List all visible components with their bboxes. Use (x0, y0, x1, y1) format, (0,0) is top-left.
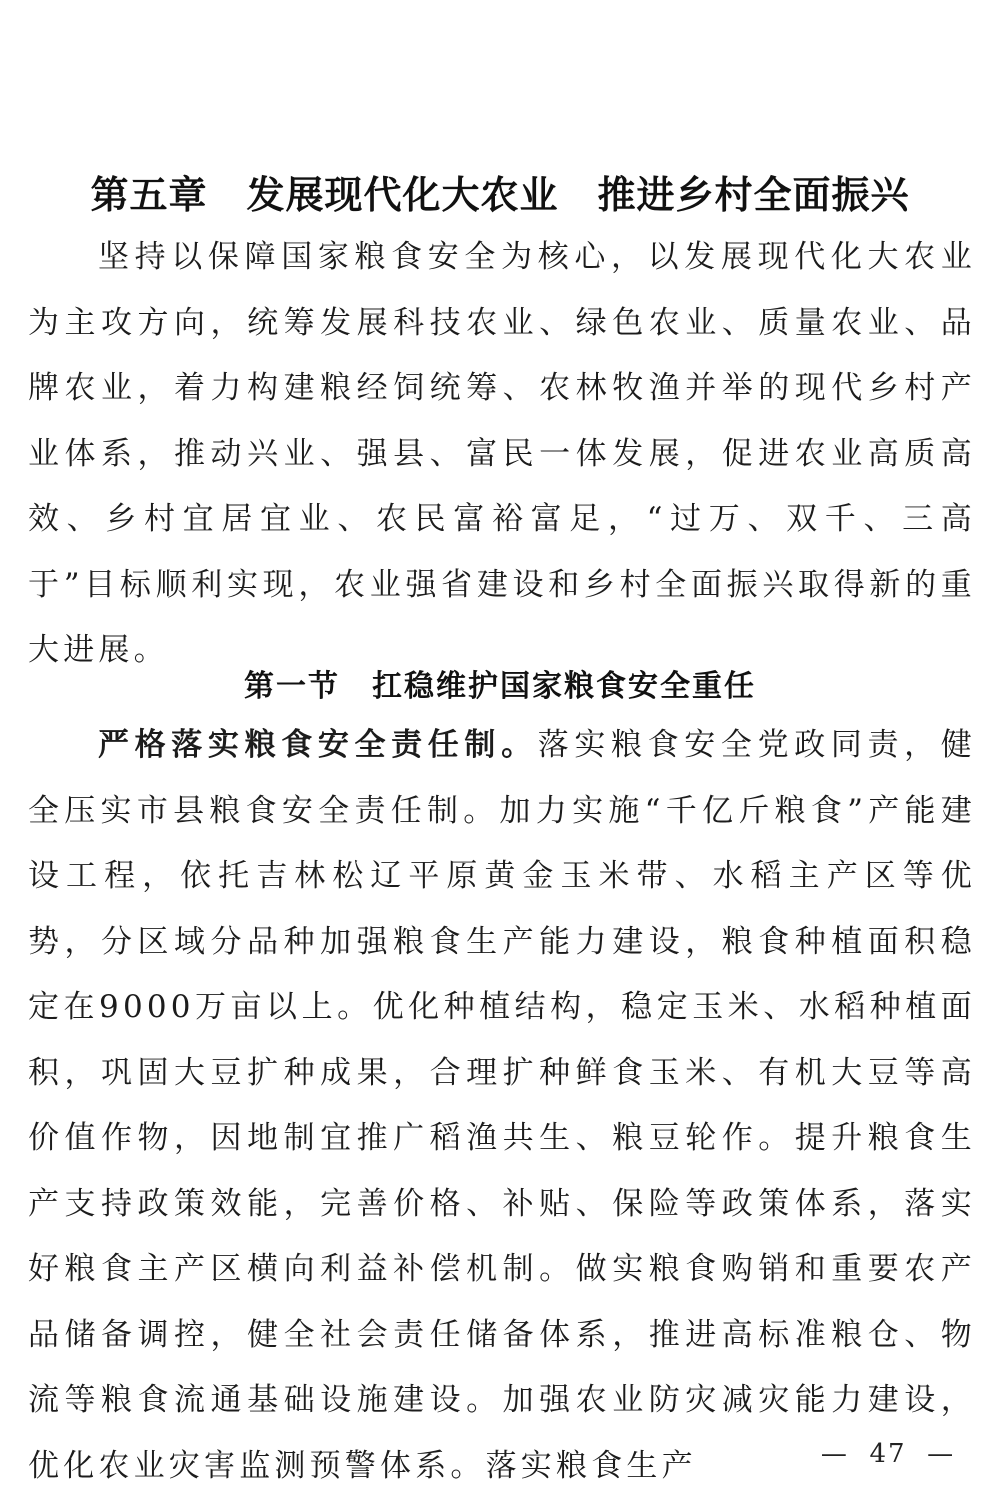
section-body-text: 落实粮食安全党政同责，健全压实市县粮食安全责任制。加力实施“千亿斤粮食”产能建设工程，依托吉林松辽平原黄金玉米带、水稻主产区等优势，分区域分品种加强粮食生产能力建设，粮食种植面积稳定在9000万亩以上。优化种植结构，稳定玉米、水稻种植面积，巩固大豆扩种成果，合理扩种鲜食玉米、有机大豆等高价值作物，因地制宜推广稻渔共生、粮豆轮作。提升粮食生产支持政策效能，完善价格、补贴、保险等政策体系，落实好粮食主产区横向利益补偿机制。做实粮食购销和重要农产品储备调控，健全社会责任储备体系，推进高标准粮仓、物流等粮食流通基础设施建设。加强农业防灾减灾能力建设，优化农业灾害监测预警体系。落实粮食生产 (28, 727, 976, 1484)
chapter-title: 第五章 发展现代化大农业 推进乡村全面振兴 (90, 173, 910, 218)
intro-paragraph: 坚持以保障国家粮食安全为核心，以发展现代化大农业为主攻方向，统筹发展科技农业、绿色农业、质量农业、品牌农业，着力构建粮经饲统筹、农林牧渔并举的现代乡村产业体系，推动兴业、强县、富民一体发展，促进农业高质高效、乡村宜居宜业、农民富裕富足，“过万、双千、三高于”目标顺利实现，农业强省建设和乡村全面振兴取得新的重大进展。 (28, 239, 976, 668)
section-title: 第一节 扛稳维护国家粮食安全重任 (244, 668, 756, 704)
section-lead-sentence: 严格落实粮食安全责任制。 (98, 727, 538, 763)
page-number: — 47 — (820, 1439, 956, 1469)
section-paragraph (28, 713, 976, 1499)
